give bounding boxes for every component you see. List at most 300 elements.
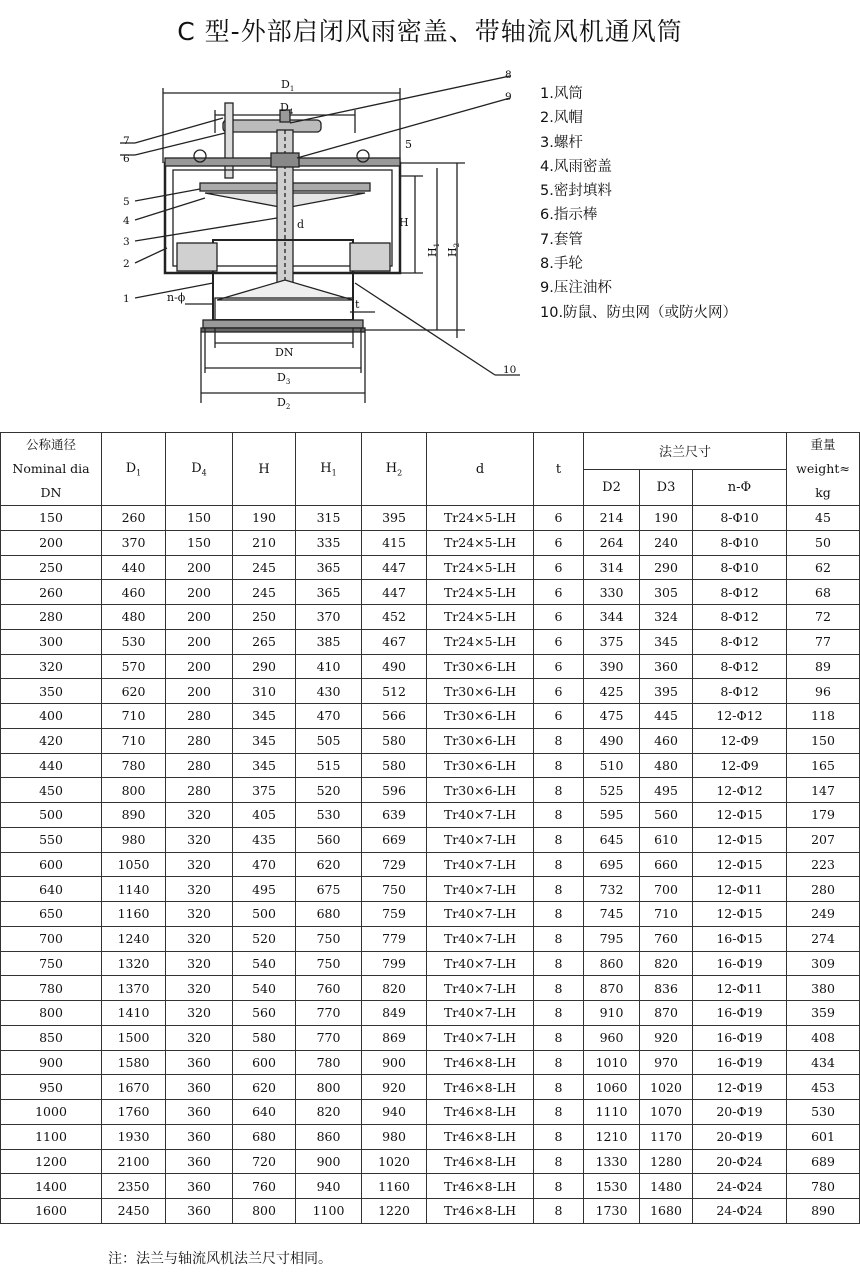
cell-h: 540 <box>233 976 296 1001</box>
cell-d: Tr24×5-LH <box>427 555 534 580</box>
cell-h1: 760 <box>296 976 362 1001</box>
cell-d2: 330 <box>584 580 640 605</box>
dim-h-label: H <box>399 216 409 229</box>
callout-5: 5 <box>123 196 130 208</box>
cell-d4: 200 <box>166 580 233 605</box>
cell-nphi: 12-Φ12 <box>693 704 787 729</box>
cell-h: 600 <box>233 1050 296 1075</box>
cell-nphi: 8-Φ10 <box>693 506 787 531</box>
cell-weight: 280 <box>787 877 860 902</box>
legend-item: 5.密封填料 <box>540 183 612 200</box>
cell-d2: 1730 <box>584 1199 640 1224</box>
cell-nphi: 8-Φ12 <box>693 629 787 654</box>
cell-dn: 1100 <box>1 1124 102 1149</box>
cell-h2: 849 <box>362 1001 427 1026</box>
spec-table <box>0 432 860 1224</box>
cell-d3: 700 <box>640 877 693 902</box>
cell-d1: 1410 <box>102 1001 166 1026</box>
cell-h2: 596 <box>362 778 427 803</box>
cell-h2: 940 <box>362 1100 427 1125</box>
cell-d4: 320 <box>166 951 233 976</box>
cell-d2: 960 <box>584 1025 640 1050</box>
cell-d4: 320 <box>166 926 233 951</box>
cell-d: Tr30×6-LH <box>427 753 534 778</box>
cell-h2: 467 <box>362 629 427 654</box>
cell-weight: 249 <box>787 902 860 927</box>
cell-d2: 425 <box>584 679 640 704</box>
cell-nphi: 12-Φ15 <box>693 803 787 828</box>
cell-weight: 274 <box>787 926 860 951</box>
cell-d2: 214 <box>584 506 640 531</box>
header-d2: D2 <box>584 469 640 506</box>
table-row <box>1 926 860 951</box>
cell-dn: 450 <box>1 778 102 803</box>
cell-t: 8 <box>534 902 584 927</box>
cell-nphi: 12-Φ11 <box>693 877 787 902</box>
dim-d2-label: $D_2$ <box>277 396 291 411</box>
cell-h1: 620 <box>296 852 362 877</box>
cell-weight: 147 <box>787 778 860 803</box>
cell-h2: 1020 <box>362 1149 427 1174</box>
cell-weight: 165 <box>787 753 860 778</box>
cell-dn: 750 <box>1 951 102 976</box>
cell-d: Tr40×7-LH <box>427 803 534 828</box>
table-row <box>1 1050 860 1075</box>
cell-d2: 1210 <box>584 1124 640 1149</box>
cell-d4: 320 <box>166 1025 233 1050</box>
cell-h1: 780 <box>296 1050 362 1075</box>
cell-t: 8 <box>534 976 584 1001</box>
cell-h2: 1220 <box>362 1199 427 1224</box>
callout-8: 8 <box>505 69 512 81</box>
cell-h: 760 <box>233 1174 296 1199</box>
cell-dn: 500 <box>1 803 102 828</box>
cell-h2: 799 <box>362 951 427 976</box>
cell-h1: 770 <box>296 1001 362 1026</box>
cell-d1: 260 <box>102 506 166 531</box>
cell-h2: 779 <box>362 926 427 951</box>
cell-h2: 512 <box>362 679 427 704</box>
header-weight: 重量 weight≈ kg <box>787 433 860 506</box>
cell-d3: 290 <box>640 555 693 580</box>
table-row <box>1 1075 860 1100</box>
cell-d4: 280 <box>166 778 233 803</box>
legend-item: 1.风筒 <box>540 86 583 102</box>
cell-d4: 150 <box>166 506 233 531</box>
cell-d1: 2350 <box>102 1174 166 1199</box>
cell-weight: 89 <box>787 654 860 679</box>
cell-d1: 1500 <box>102 1025 166 1050</box>
cell-t: 8 <box>534 1149 584 1174</box>
table-row <box>1 530 860 555</box>
cell-nphi: 24-Φ24 <box>693 1174 787 1199</box>
cell-h1: 800 <box>296 1075 362 1100</box>
cell-dn: 260 <box>1 580 102 605</box>
cell-d3: 560 <box>640 803 693 828</box>
header-d1: $D_1$ <box>102 433 166 506</box>
cell-t: 6 <box>534 530 584 555</box>
cell-h2: 639 <box>362 803 427 828</box>
cell-h: 540 <box>233 951 296 976</box>
cell-h2: 759 <box>362 902 427 927</box>
cell-d1: 1930 <box>102 1124 166 1149</box>
cell-weight: 890 <box>787 1199 860 1224</box>
table-row <box>1 728 860 753</box>
cell-h: 500 <box>233 902 296 927</box>
cell-d2: 870 <box>584 976 640 1001</box>
cell-nphi: 16-Φ19 <box>693 951 787 976</box>
table-body <box>1 506 860 1224</box>
cell-d: Tr24×5-LH <box>427 580 534 605</box>
cell-d3: 660 <box>640 852 693 877</box>
header-flange: 法兰尺寸 <box>584 433 787 470</box>
cell-h: 580 <box>233 1025 296 1050</box>
table-row <box>1 753 860 778</box>
cell-d4: 200 <box>166 605 233 630</box>
cell-d3: 305 <box>640 580 693 605</box>
cell-weight: 359 <box>787 1001 860 1026</box>
cell-weight: 380 <box>787 976 860 1001</box>
cell-nphi: 12-Φ15 <box>693 827 787 852</box>
cell-h: 245 <box>233 555 296 580</box>
callout-1: 1 <box>123 293 130 305</box>
header-nominal: 公称通径 Nominal dia DN <box>1 433 102 506</box>
cell-d4: 360 <box>166 1124 233 1149</box>
cell-d: Tr24×5-LH <box>427 530 534 555</box>
cell-d2: 860 <box>584 951 640 976</box>
cell-d2: 595 <box>584 803 640 828</box>
cell-d3: 870 <box>640 1001 693 1026</box>
cell-h1: 940 <box>296 1174 362 1199</box>
table-row <box>1 1124 860 1149</box>
cell-dn: 850 <box>1 1025 102 1050</box>
cell-h2: 452 <box>362 605 427 630</box>
cell-weight: 453 <box>787 1075 860 1100</box>
cell-dn: 1600 <box>1 1199 102 1224</box>
cell-d: Tr40×7-LH <box>427 852 534 877</box>
legend-item: 6.指示棒 <box>540 207 598 224</box>
cell-weight: 118 <box>787 704 860 729</box>
cell-nphi: 12-Φ12 <box>693 778 787 803</box>
cell-dn: 1200 <box>1 1149 102 1174</box>
cell-weight: 780 <box>787 1174 860 1199</box>
dim-h2-label: $H_2$ <box>446 242 461 257</box>
table-row <box>1 654 860 679</box>
header-t: t <box>534 433 584 506</box>
cell-d2: 1110 <box>584 1100 640 1125</box>
cell-t: 8 <box>534 1001 584 1026</box>
cell-d1: 440 <box>102 555 166 580</box>
cell-t: 6 <box>534 555 584 580</box>
cell-t: 8 <box>534 803 584 828</box>
cell-d: Tr46×8-LH <box>427 1050 534 1075</box>
cell-d3: 445 <box>640 704 693 729</box>
cell-nphi: 8-Φ10 <box>693 555 787 580</box>
cell-d2: 525 <box>584 778 640 803</box>
cell-d4: 360 <box>166 1050 233 1075</box>
cell-h: 800 <box>233 1199 296 1224</box>
cell-h: 210 <box>233 530 296 555</box>
cell-h1: 560 <box>296 827 362 852</box>
callout-10: 10 <box>503 364 517 376</box>
header-nphi: n-Φ <box>693 469 787 506</box>
legend-item: 2.风帽 <box>540 110 583 127</box>
callout-9: 9 <box>505 91 512 103</box>
cell-h: 290 <box>233 654 296 679</box>
cell-h: 720 <box>233 1149 296 1174</box>
cell-weight: 62 <box>787 555 860 580</box>
cell-dn: 1400 <box>1 1174 102 1199</box>
cell-h2: 1160 <box>362 1174 427 1199</box>
cell-d: Tr30×6-LH <box>427 728 534 753</box>
table-row <box>1 976 860 1001</box>
dim-dn-label: DN <box>275 346 294 359</box>
cell-d: Tr40×7-LH <box>427 827 534 852</box>
cell-d1: 530 <box>102 629 166 654</box>
cell-nphi: 8-Φ12 <box>693 654 787 679</box>
cell-h1: 365 <box>296 555 362 580</box>
cell-weight: 68 <box>787 580 860 605</box>
cell-d2: 910 <box>584 1001 640 1026</box>
cell-d: Tr40×7-LH <box>427 976 534 1001</box>
page-title: C 型-外部启闭风雨密盖、带轴流风机通风筒 <box>177 17 683 46</box>
cell-h2: 447 <box>362 555 427 580</box>
cell-nphi: 20-Φ24 <box>693 1149 787 1174</box>
cell-d2: 1010 <box>584 1050 640 1075</box>
cell-dn: 700 <box>1 926 102 951</box>
table-row <box>1 852 860 877</box>
cell-t: 6 <box>534 605 584 630</box>
cell-dn: 650 <box>1 902 102 927</box>
cell-d3: 610 <box>640 827 693 852</box>
cell-dn: 950 <box>1 1075 102 1100</box>
callout-4: 4 <box>123 215 130 227</box>
cell-d1: 1370 <box>102 976 166 1001</box>
cell-d4: 360 <box>166 1149 233 1174</box>
table-row <box>1 629 860 654</box>
header-h1: $H_1$ <box>296 433 362 506</box>
cell-nphi: 20-Φ19 <box>693 1100 787 1125</box>
cell-d1: 480 <box>102 605 166 630</box>
cell-d4: 320 <box>166 852 233 877</box>
cell-nphi: 16-Φ15 <box>693 926 787 951</box>
cell-nphi: 8-Φ10 <box>693 530 787 555</box>
legend-item: 3.螺杆 <box>540 134 583 151</box>
cell-d: Tr40×7-LH <box>427 902 534 927</box>
cell-h: 435 <box>233 827 296 852</box>
cell-t: 8 <box>534 1050 584 1075</box>
cell-h1: 520 <box>296 778 362 803</box>
cell-d4: 200 <box>166 629 233 654</box>
callout-3: 3 <box>123 236 130 248</box>
cell-h1: 430 <box>296 679 362 704</box>
cell-h1: 530 <box>296 803 362 828</box>
cell-d2: 1060 <box>584 1075 640 1100</box>
cell-t: 6 <box>534 679 584 704</box>
cell-h2: 980 <box>362 1124 427 1149</box>
cell-d3: 480 <box>640 753 693 778</box>
cell-dn: 640 <box>1 877 102 902</box>
cell-nphi: 24-Φ24 <box>693 1199 787 1224</box>
header-d3: D3 <box>640 469 693 506</box>
table-row <box>1 1199 860 1224</box>
cell-t: 8 <box>534 1174 584 1199</box>
cell-d: Tr46×8-LH <box>427 1199 534 1224</box>
cell-h1: 410 <box>296 654 362 679</box>
table-row <box>1 1025 860 1050</box>
cell-weight: 223 <box>787 852 860 877</box>
cell-h2: 580 <box>362 728 427 753</box>
cell-dn: 900 <box>1 1050 102 1075</box>
cell-dn: 1000 <box>1 1100 102 1125</box>
table-row <box>1 1001 860 1026</box>
cell-d4: 320 <box>166 1001 233 1026</box>
callout-7: 7 <box>123 135 130 147</box>
cell-d4: 360 <box>166 1100 233 1125</box>
cell-d: Tr40×7-LH <box>427 926 534 951</box>
cell-nphi: 20-Φ19 <box>693 1124 787 1149</box>
cell-weight: 77 <box>787 629 860 654</box>
cell-h1: 750 <box>296 951 362 976</box>
dim-h1-label: $H_1$ <box>426 242 441 257</box>
cell-dn: 300 <box>1 629 102 654</box>
cell-h: 345 <box>233 728 296 753</box>
table-row <box>1 877 860 902</box>
cell-d2: 745 <box>584 902 640 927</box>
cell-weight: 50 <box>787 530 860 555</box>
cell-d: Tr24×5-LH <box>427 506 534 531</box>
dim-five-label: 5 <box>405 138 412 151</box>
cell-d1: 2450 <box>102 1199 166 1224</box>
cell-nphi: 12-Φ15 <box>693 902 787 927</box>
cell-dn: 200 <box>1 530 102 555</box>
table-row <box>1 803 860 828</box>
cell-d1: 2100 <box>102 1149 166 1174</box>
cell-d2: 695 <box>584 852 640 877</box>
cell-h2: 490 <box>362 654 427 679</box>
cell-nphi: 8-Φ12 <box>693 605 787 630</box>
cell-h1: 370 <box>296 605 362 630</box>
cell-d2: 732 <box>584 877 640 902</box>
cell-h1: 470 <box>296 704 362 729</box>
cell-h: 680 <box>233 1124 296 1149</box>
cell-dn: 420 <box>1 728 102 753</box>
dim-nphi-label: n-ϕ <box>167 291 186 304</box>
cell-h1: 365 <box>296 580 362 605</box>
cell-d3: 345 <box>640 629 693 654</box>
cell-d: Tr30×6-LH <box>427 654 534 679</box>
cell-h1: 820 <box>296 1100 362 1125</box>
cell-d3: 1070 <box>640 1100 693 1125</box>
cell-d1: 1140 <box>102 877 166 902</box>
cell-nphi: 12-Φ9 <box>693 753 787 778</box>
cell-dn: 400 <box>1 704 102 729</box>
cell-nphi: 16-Φ19 <box>693 1001 787 1026</box>
cell-h: 265 <box>233 629 296 654</box>
cell-d: Tr30×6-LH <box>427 679 534 704</box>
cell-d: Tr46×8-LH <box>427 1075 534 1100</box>
dim-d4-label: $D_4$ <box>280 101 294 116</box>
cell-h: 245 <box>233 580 296 605</box>
cell-d2: 264 <box>584 530 640 555</box>
cell-h: 495 <box>233 877 296 902</box>
cell-d2: 510 <box>584 753 640 778</box>
cell-t: 8 <box>534 1100 584 1125</box>
cell-h2: 447 <box>362 580 427 605</box>
cell-t: 6 <box>534 506 584 531</box>
cell-t: 8 <box>534 877 584 902</box>
cell-h: 345 <box>233 753 296 778</box>
cell-weight: 150 <box>787 728 860 753</box>
cell-weight: 45 <box>787 506 860 531</box>
cell-nphi: 8-Φ12 <box>693 580 787 605</box>
cell-t: 6 <box>534 629 584 654</box>
cell-t: 8 <box>534 1025 584 1050</box>
cell-d4: 280 <box>166 728 233 753</box>
dim-d1-label: $D_1$ <box>281 78 295 93</box>
cell-t: 8 <box>534 852 584 877</box>
cell-h2: 820 <box>362 976 427 1001</box>
cell-d3: 460 <box>640 728 693 753</box>
dim-t-label: t <box>355 298 360 311</box>
cell-h1: 750 <box>296 926 362 951</box>
cell-dn: 600 <box>1 852 102 877</box>
cell-t: 8 <box>534 778 584 803</box>
cell-weight: 207 <box>787 827 860 852</box>
cell-t: 8 <box>534 951 584 976</box>
cell-h: 520 <box>233 926 296 951</box>
cell-d1: 570 <box>102 654 166 679</box>
cell-d3: 1020 <box>640 1075 693 1100</box>
cell-h: 620 <box>233 1075 296 1100</box>
cell-d4: 320 <box>166 976 233 1001</box>
cell-d4: 200 <box>166 555 233 580</box>
parts-legend <box>540 82 737 325</box>
cell-h1: 770 <box>296 1025 362 1050</box>
header-h: H <box>233 433 296 506</box>
header-d: d <box>427 433 534 506</box>
cell-d: Tr40×7-LH <box>427 951 534 976</box>
cell-d2: 490 <box>584 728 640 753</box>
cell-d3: 1280 <box>640 1149 693 1174</box>
cell-d3: 1480 <box>640 1174 693 1199</box>
cell-d3: 190 <box>640 506 693 531</box>
cell-d3: 836 <box>640 976 693 1001</box>
cell-weight: 689 <box>787 1149 860 1174</box>
cell-dn: 350 <box>1 679 102 704</box>
cell-dn: 800 <box>1 1001 102 1026</box>
cell-weight: 434 <box>787 1050 860 1075</box>
cell-d1: 800 <box>102 778 166 803</box>
table-row <box>1 605 860 630</box>
cell-h: 560 <box>233 1001 296 1026</box>
cell-dn: 280 <box>1 605 102 630</box>
cell-d1: 1760 <box>102 1100 166 1125</box>
cell-d1: 460 <box>102 580 166 605</box>
cell-h2: 750 <box>362 877 427 902</box>
cell-h1: 335 <box>296 530 362 555</box>
cell-d2: 390 <box>584 654 640 679</box>
cell-d4: 280 <box>166 753 233 778</box>
cell-d: Tr30×6-LH <box>427 704 534 729</box>
cell-h2: 729 <box>362 852 427 877</box>
cell-h1: 1100 <box>296 1199 362 1224</box>
cell-d4: 320 <box>166 902 233 927</box>
cell-h: 470 <box>233 852 296 877</box>
table-row <box>1 1100 860 1125</box>
legend-item: 4.风雨密盖 <box>540 158 612 175</box>
cell-weight: 601 <box>787 1124 860 1149</box>
